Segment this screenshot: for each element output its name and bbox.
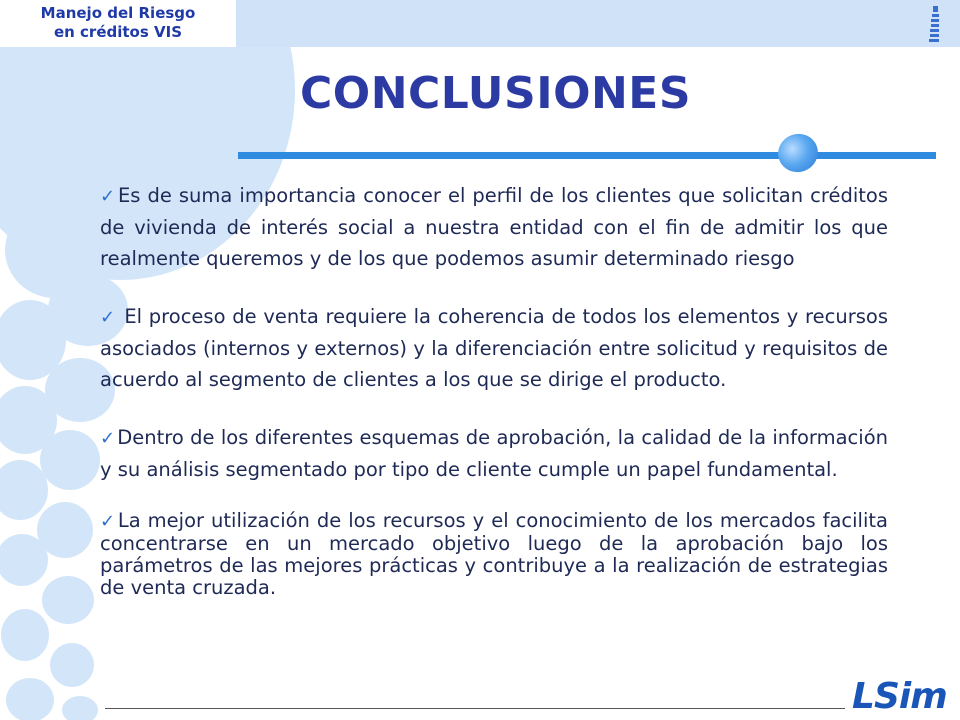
checkmark-icon: ✓: [100, 511, 116, 532]
title-underline-bar: [238, 152, 936, 159]
checkmark-icon: ✓: [100, 186, 116, 207]
slide-title: CONCLUSIONES: [300, 68, 692, 119]
bullet-item: [100, 180, 888, 274]
corner-decoration-icon: [928, 6, 942, 44]
bullet-item: [100, 422, 888, 485]
header-title-box: [0, 0, 236, 47]
bullet-item: [100, 510, 888, 599]
bullet-item: [100, 301, 888, 395]
bullet-text: Es de suma importancia conocer el perfil de los clientes que solicitan créditos de vivienda de interés social a nuestra entidad con el fin de admitir los que realmente queremos y de los que podemos asumir determinado riesgo: [100, 184, 888, 270]
footer-divider: [105, 708, 845, 709]
bullet-text: El proceso de venta requiere la coherencia de todos los elementos y recursos asociados (internos y externos) y la diferenciación entre solicitud y requisitos de acuerdo al segmento de clientes a los que se dirige el producto.: [100, 305, 888, 391]
header-line-2: en créditos VIS: [53, 23, 183, 41]
conclusions-list: [100, 180, 888, 599]
bullet-text: La mejor utilización de los recursos y el conocimiento de los mercados facilita concentrarse en un mercado objetivo luego de la aprobación bajo los parámetros de las mejores prácticas y contribuye a la realización de estrategias de venta cruzada.: [100, 509, 888, 599]
bullet-text: Dentro de los diferentes esquemas de aprobación, la calidad de la información y su análisis segmentado por tipo de cliente cumple un papel fundamental.: [100, 426, 888, 481]
checkmark-icon: ✓: [100, 428, 116, 449]
checkmark-icon: ✓: [100, 307, 116, 328]
header-line-1: Manejo del Riesgo: [40, 4, 196, 22]
company-logo: LSim: [852, 676, 947, 717]
